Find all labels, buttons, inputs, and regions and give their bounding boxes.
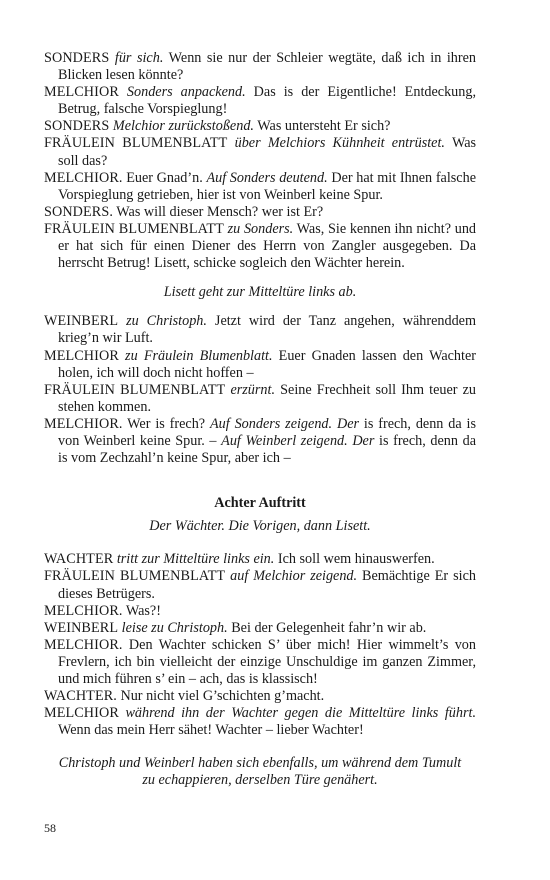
speech-melchior-4: MELCHIOR. Wer is frech? Auf Sonders zeigend. Der is frech, denn da is von Weinberl keine Spur. – Auf Weinberl zeigend. Der is frech, denn da is vom Zechzahl’n keine Spur, aber ich – xyxy=(44,415,477,467)
speech-melchior-3: MELCHIOR zu Fräulein Blumenblatt. Euer Gnaden lassen den Wachter holen, ich will doch nicht hoffen – xyxy=(44,347,476,381)
speech-sonders-3: SONDERS. Was will dieser Mensch? wer ist Er? xyxy=(44,203,324,220)
speech-melchior-1: MELCHIOR Sonders anpackend. Das is der Eigentliche! Entdeckung, Betrug, falsche Vorspieglung! xyxy=(44,84,476,118)
final-stage-direction: Christoph und Weinberl haben sich ebenfalls, um während dem Tumult zu echappieren, derselben Türe genähert. xyxy=(58,755,462,789)
speech-sonders-1: SONDERS für sich. Wenn sie nur der Schleier wegtäte, daß ich in ihren Blicken lesen könnte? xyxy=(44,50,476,84)
speech-wachter-1: WACHTER tritt zur Mitteltüre links ein. Ich soll wem hinauswerfen. xyxy=(44,551,435,568)
speech-blumenblatt-4: FRÄULEIN BLUMENBLATT auf Melchior zeigend. Bemächtige Er sich dieses Betrügers. xyxy=(44,568,476,602)
speech-sonders-2: SONDERS Melchior zurückstoßend. Was untersteht Er sich? xyxy=(44,118,391,135)
scene-heading: Achter Auftritt xyxy=(214,495,306,512)
speech-melchior-7: MELCHIOR während ihn der Wachter gegen die Mitteltüre links führt. Wenn das mein Herr sähet! Wachter – lieber Wachter! xyxy=(44,705,476,739)
scene-cast: Der Wächter. Die Vorigen, dann Lisett. xyxy=(149,518,371,535)
speech-wachter-2: WACHTER. Nur nicht viel G’schichten g’macht. xyxy=(44,688,325,705)
page-number: 58 xyxy=(44,821,56,835)
speech-blumenblatt-3: FRÄULEIN BLUMENBLATT erzürnt. Seine Frechheit soll Ihm teuer zu stehen kommen. xyxy=(44,381,477,415)
speech-melchior-2: MELCHIOR. Euer Gnad’n. Auf Sonders deutend. Der hat mit Ihnen falsche Vorspieglung getrieben, hier ist von Weinberl keine Spur. xyxy=(44,169,476,203)
speech-blumenblatt-2: FRÄULEIN BLUMENBLATT zu Sonders. Was, Sie kennen ihn nicht? und er hat sich für einen Diener des Herrn von Zangler ausgegeben. Da herrscht Betrug! Lisett, schicke sogleich den Wächter herein. xyxy=(44,220,477,272)
stage-direction-lisett-exit: Lisett geht zur Mitteltüre links ab. xyxy=(163,284,357,301)
speech-melchior-6: MELCHIOR. Den Wachter schicken S’ über mich! Hier wimmelt’s von Frevlern, ich bin vielleicht der einzige Unschuldige im ganzen Zimmer, und mich führen s’ ein – ach, das is klassisch! xyxy=(44,636,476,687)
page-body xyxy=(44,50,476,790)
speech-weinberl-1: WEINBERL zu Christoph. Jetzt wird der Tanz angehen, währenddem krieg’n wir Luft. xyxy=(44,313,477,347)
speech-blumenblatt-1: FRÄULEIN BLUMENBLATT über Melchiors Kühnheit entrüstet. Was soll das? xyxy=(44,135,477,169)
speech-weinberl-2: WEINBERL leise zu Christoph. Bei der Gelegenheit fahr’n wir ab. xyxy=(44,619,427,636)
speech-melchior-5: MELCHIOR. Was?! xyxy=(44,602,161,619)
